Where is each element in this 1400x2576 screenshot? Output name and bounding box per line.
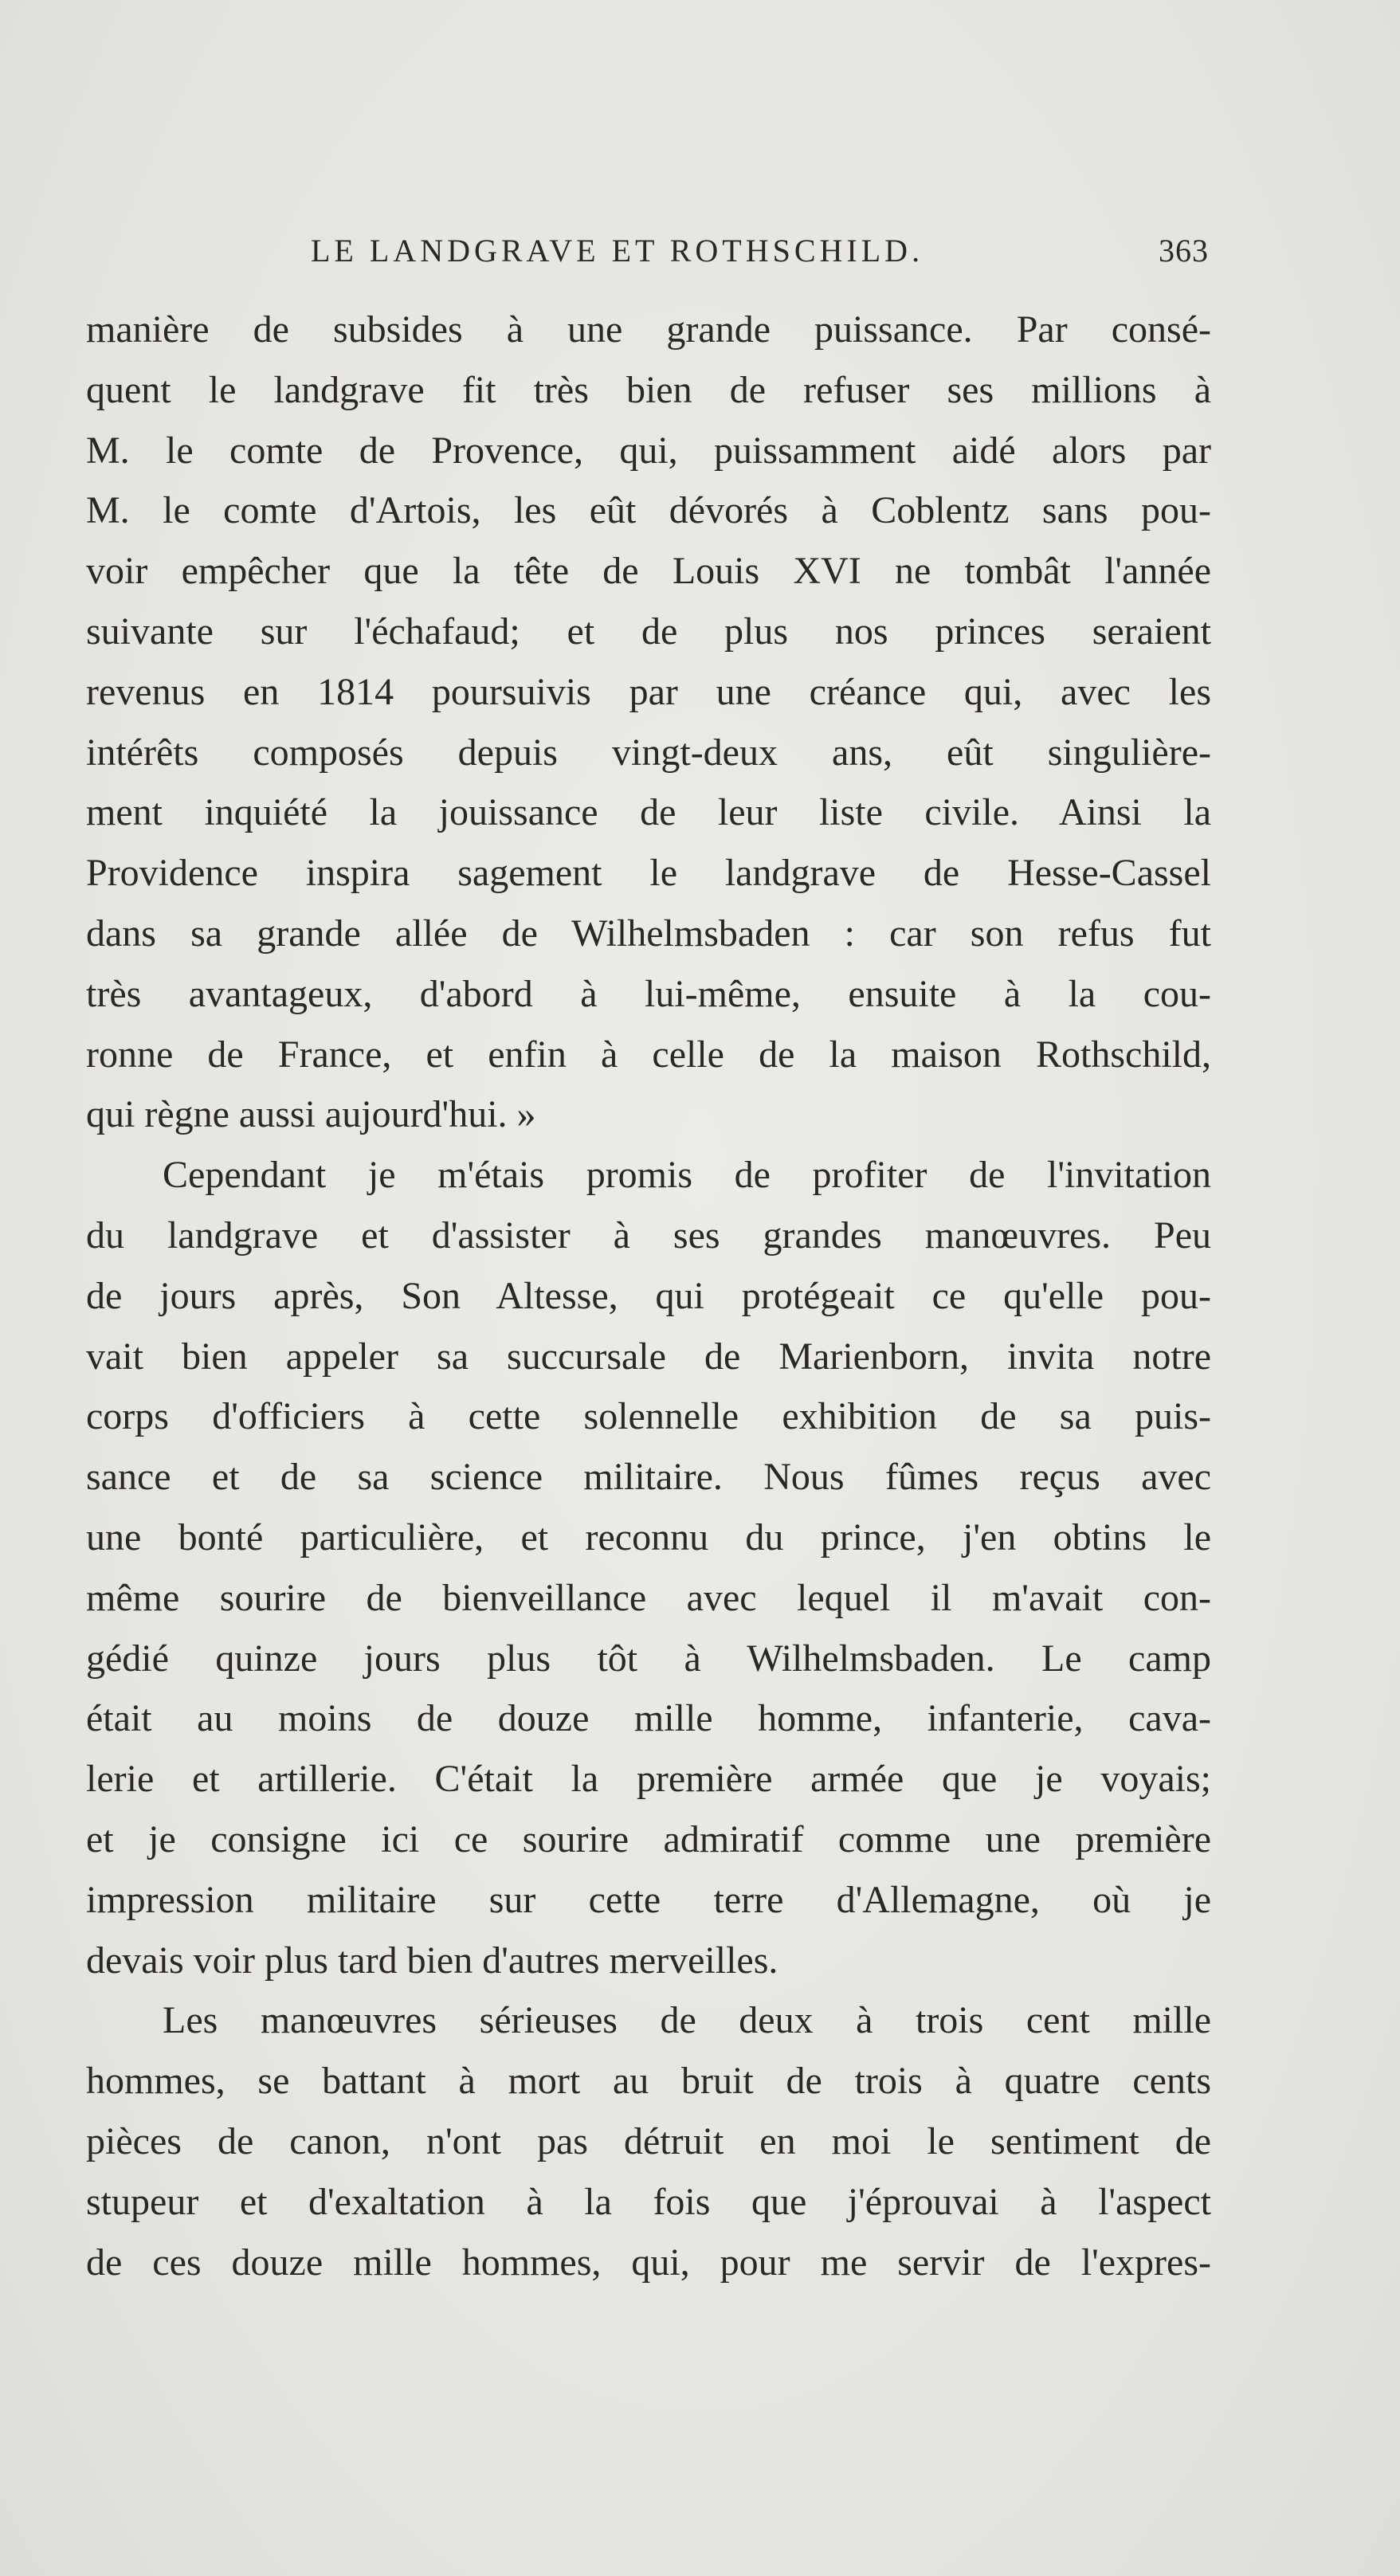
paragraph — [86, 300, 1211, 1145]
text-line: intérêts composés depuis vingt-deux ans, eût singulière- — [86, 731, 1211, 774]
text-line: devais voir plus tard bien d'autres merveilles. — [86, 1939, 778, 1982]
text-line: était au moins de douze mille homme, infanterie, cava- — [86, 1697, 1211, 1740]
text-line: Les manœuvres sérieuses de deux à trois cent mille — [163, 1999, 1211, 2042]
text-line: manière de subsides à une grande puissance. Par consé- — [86, 308, 1211, 351]
text-line: voir empêcher que la tête de Louis XVI ne tombât l'année — [86, 550, 1211, 593]
text-line: hommes, se battant à mort au bruit de trois à quatre cents — [86, 2060, 1211, 2103]
text-line: stupeur et d'exaltation à la fois que j'éprouvai à l'aspect — [86, 2180, 1211, 2223]
text-line: Cependant je m'étais promis de profiter de l'invitation — [163, 1154, 1211, 1197]
text-line: Providence inspira sagement le landgrave de Hesse-Cassel — [86, 852, 1211, 895]
text-line: quent le landgrave fit très bien de refuser ses millions à — [86, 368, 1211, 411]
page-number: 363 — [1159, 233, 1209, 269]
text-line: suivante sur l'échafaud; et de plus nos princes seraient — [86, 610, 1211, 653]
text-line: une bonté particulière, et reconnu du prince, j'en obtins le — [86, 1515, 1211, 1559]
text-line: pièces de canon, n'ont pas détruit en moi le sentiment de — [86, 2119, 1211, 2162]
text-line: lerie et artillerie. C'était la première armée que je voyais; — [86, 1758, 1211, 1801]
text-line: revenus en 1814 poursuivis par une créance qui, avec les — [86, 670, 1211, 713]
text-line: très avantageux, d'abord à lui-même, ensuite à la cou- — [86, 972, 1211, 1015]
text-line: qui règne aussi aujourd'hui. » — [86, 1093, 536, 1136]
text-line: et je consigne ici ce sourire admiratif comme une première — [86, 1817, 1211, 1860]
text-line: de ces douze mille hommes, qui, pour me servir de l'expres- — [86, 2241, 1211, 2284]
text-line: ronne de France, et enfin à celle de la maison Rothschild, — [86, 1033, 1211, 1076]
running-header — [311, 232, 1209, 276]
text-line: même sourire de bienveillance avec lequel il m'avait con- — [86, 1576, 1211, 1619]
text-line: corps d'officiers à cette solennelle exhibition de sa puis- — [86, 1395, 1211, 1438]
running-title: LE LANDGRAVE ET ROTHSCHILD. — [311, 233, 924, 269]
text-line: impression militaire sur cette terre d'Allemagne, où je — [86, 1878, 1211, 1921]
text-line: M. le comte de Provence, qui, puissamment aidé alors par — [86, 429, 1211, 472]
paragraph — [86, 1145, 1211, 1990]
body-text — [86, 300, 1211, 2292]
text-line: de jours après, Son Altesse, qui protégeait ce qu'elle pou- — [86, 1274, 1211, 1317]
text-line: du landgrave et d'assister à ses grandes manœuvres. Peu — [86, 1214, 1211, 1257]
text-line: ment inquiété la jouissance de leur liste civile. Ainsi la — [86, 791, 1211, 834]
text-line: vait bien appeler sa succursale de Marienborn, invita notre — [86, 1335, 1211, 1378]
text-line: dans sa grande allée de Wilhelmsbaden : car son refus fut — [86, 912, 1211, 955]
text-line: M. le comte d'Artois, les eût dévorés à Coblentz sans pou- — [86, 489, 1211, 532]
paragraph — [86, 1990, 1211, 2292]
text-line: sance et de sa science militaire. Nous fûmes reçus avec — [86, 1456, 1211, 1499]
text-line: gédié quinze jours plus tôt à Wilhelmsbaden. Le camp — [86, 1637, 1211, 1680]
